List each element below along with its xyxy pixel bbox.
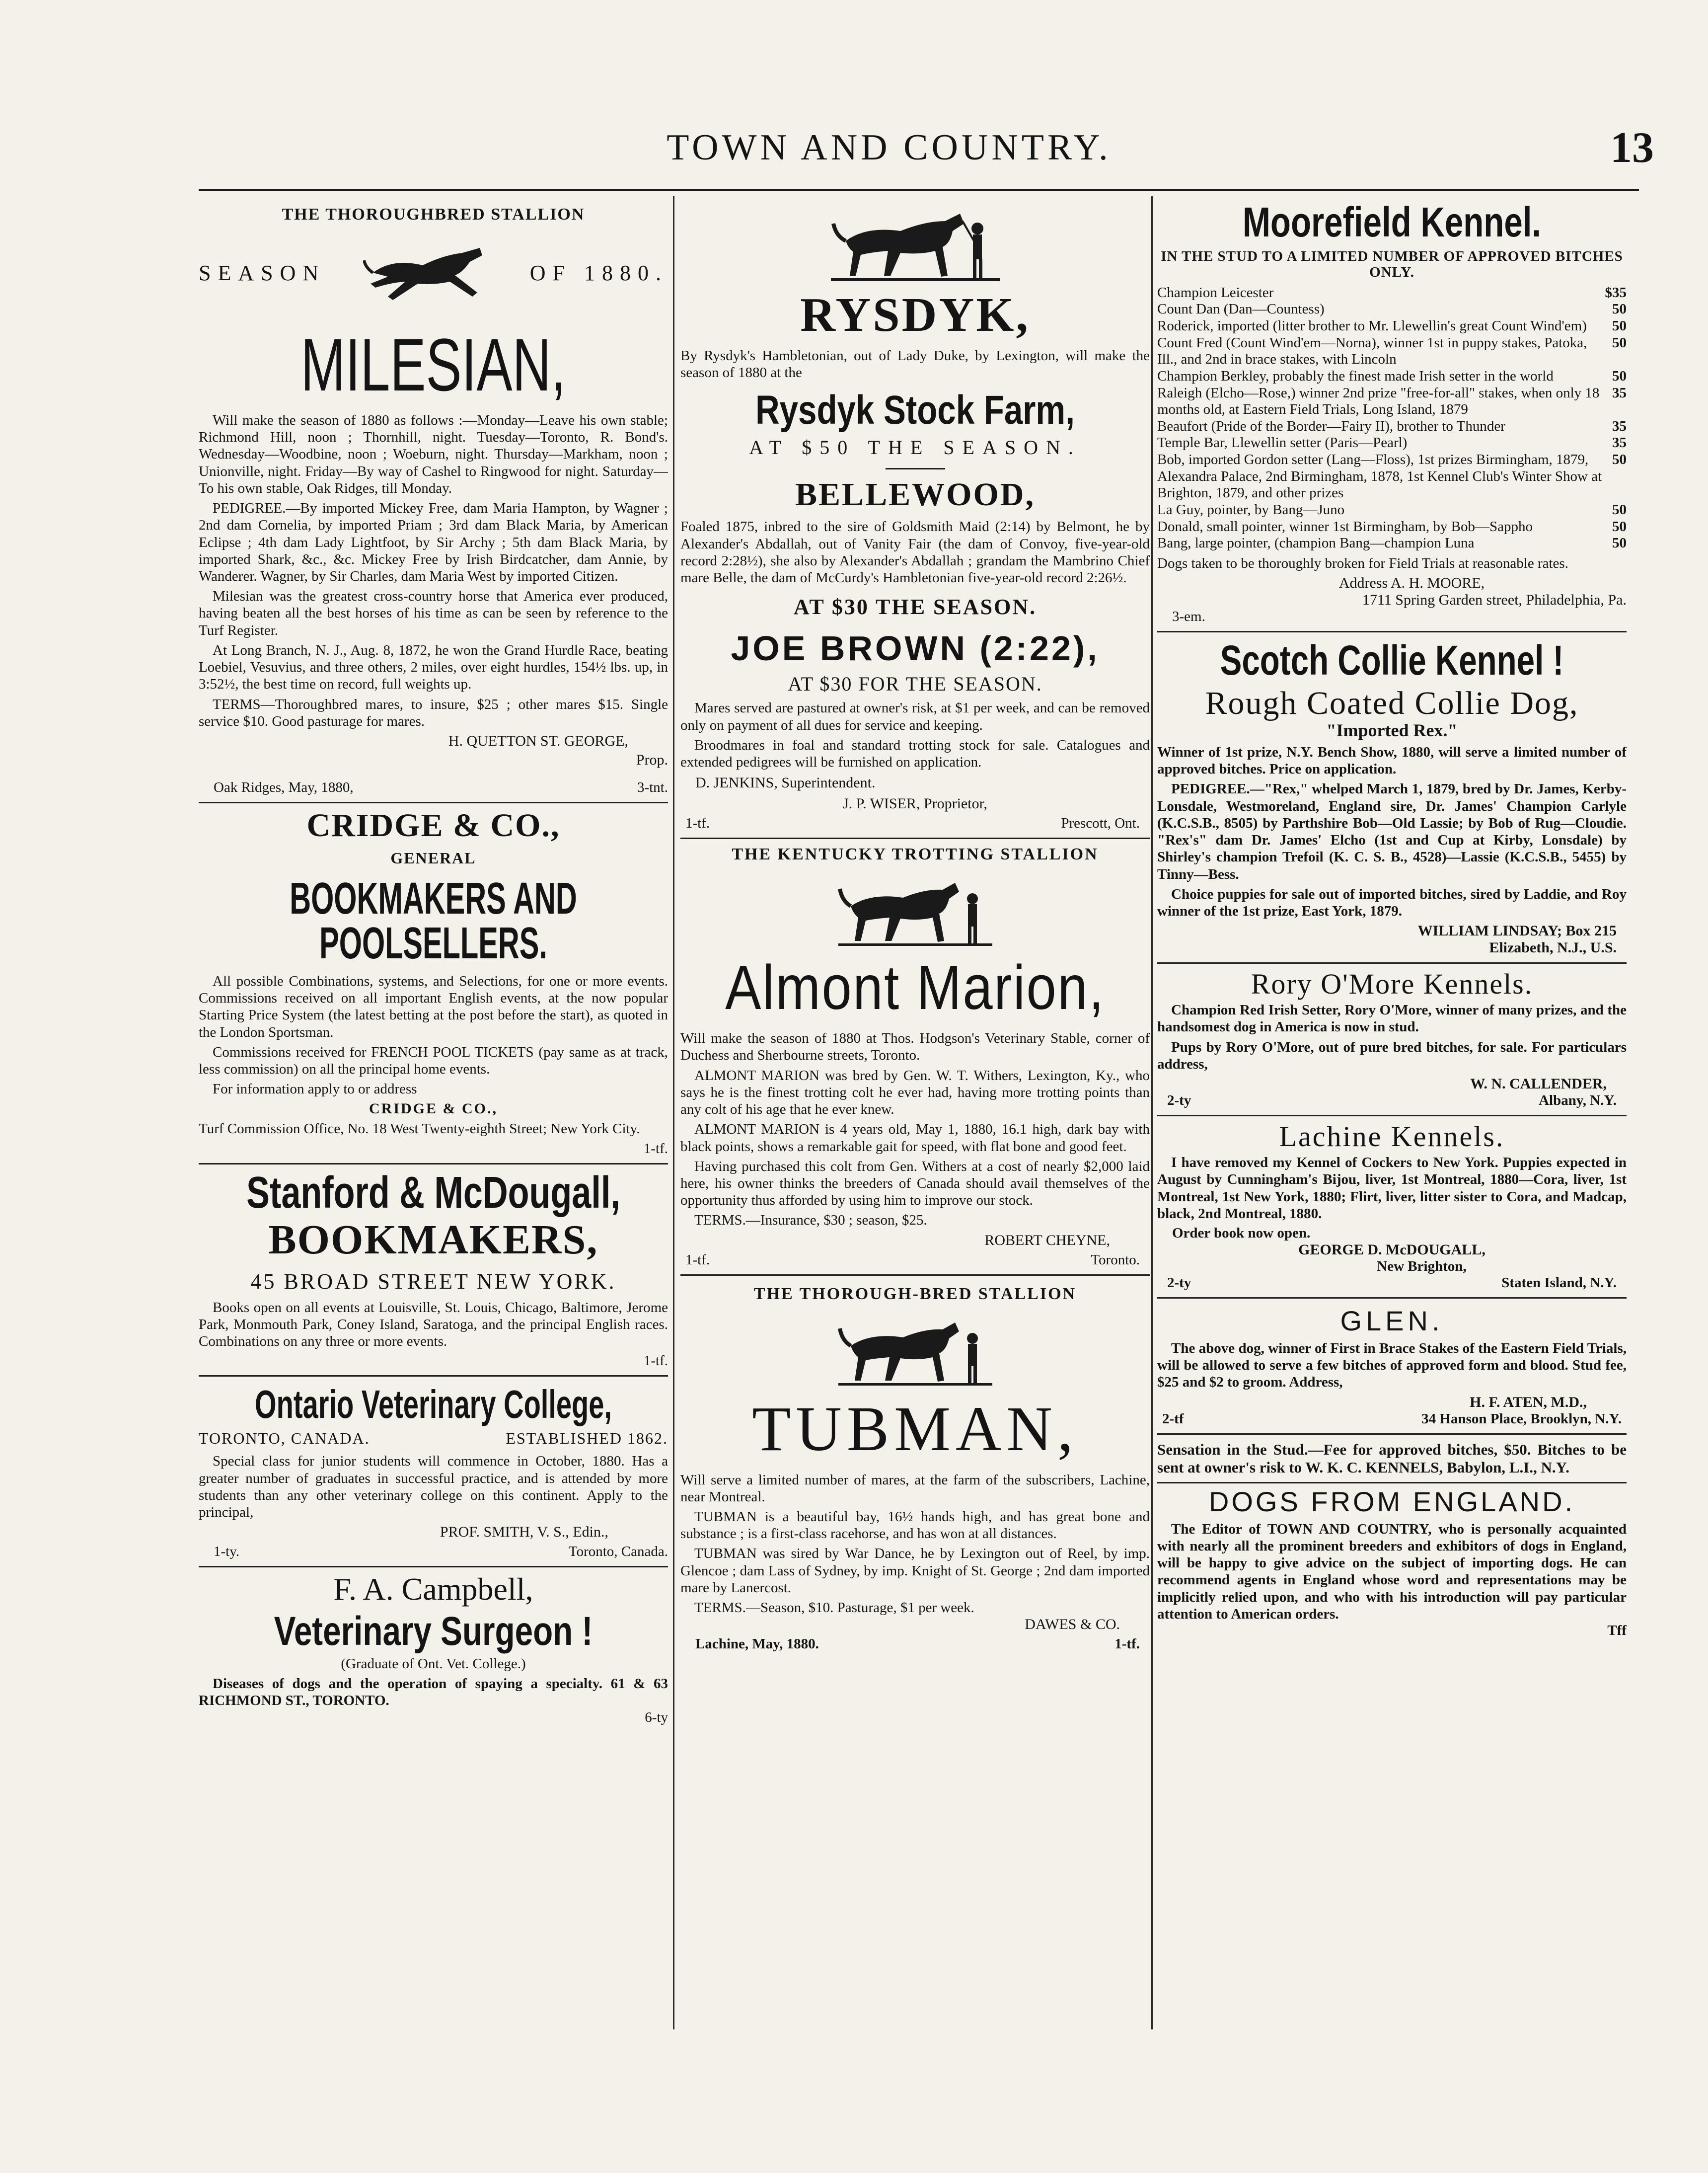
- ontario-established: ESTABLISHED 1862.: [506, 1429, 668, 1448]
- milesian-schedule: Will make the season of 1880 as follows :—Monday—Leave his own stable; Richmond Hill, noon ; Thornhill, night. Tuesday—Toronto, R. Bond's. Wednesday—Woodbine, noon ; Woeburn, night. Thursday—Markham, noon ; Unionville, night. Friday—By way of Cashel to Ringwood for night. Saturday—To his own stable, Oak Ridges, till Monday.: [199, 412, 668, 496]
- campbell-graduate: (Graduate of Ont. Vet. College.): [341, 1656, 526, 1672]
- campbell-code: 6-ty: [645, 1709, 668, 1725]
- cridge-general: GENERAL: [390, 849, 476, 867]
- milesian-code: 3-tnt.: [637, 779, 668, 795]
- glen-signature: H. F. ATEN, M.D.,: [1470, 1394, 1587, 1410]
- bellewood-season: AT $30 THE SEASON.: [793, 595, 1037, 620]
- rysdyk-name: RYSDYK,: [800, 288, 1030, 342]
- stud-dog-row: [1157, 519, 1627, 536]
- milesian-signature: H. QUETTON ST. GEORGE,: [448, 732, 628, 749]
- rysdyk-proprietor: J. P. WISER, Proprietor,: [843, 795, 987, 812]
- ad-divider: [680, 1274, 1150, 1276]
- stud-dog-row: [1157, 285, 1627, 302]
- stanford-books: Books open on all events at Louisville, St. Louis, Chicago, Baltimore, Jerome Park, Monmouth Park, Coney Island, Saratoga, and the principal English races. Combinations on any three or more events.: [199, 1299, 668, 1350]
- column-2: [680, 196, 1150, 2029]
- lachine-cockers: I have removed my Kennel of Cockers to New York. Puppies expected in August by Cunningham's Bijou, liver, 1st Montreal, 1880—Cora, liver, 1st Montreal, 1st New York, 1880; Flirt, liver, litter sister to Cora, and Madcap, black, 2nd Montreal, 1880.: [1157, 1155, 1627, 1222]
- campbell-ad: [199, 1573, 668, 1725]
- stud-dog-name: Champion Leicester: [1157, 284, 1274, 301]
- cridge-combinations: All possible Combinations, systems, and Selections, for one or more events. Commissions received on all important English events, at the now popular Starting Price System (the latest betting at the post before the start), as quoted in the London Sportsman.: [199, 973, 668, 1040]
- stud-dog-name: Bob, imported Gordon setter (Lang—Floss), 1st prizes Birmingham, 1879, Alexandra Palace, 2nd Birmingham, 1878, 1st Kennel Club's Winter Show at Brighton, 1879, and other prizes: [1157, 452, 1602, 501]
- newspaper-title: TOWN AND COUNTRY.: [667, 127, 1112, 168]
- stud-dog-fee: 50: [1612, 301, 1627, 317]
- rory-pups: Pups by Rory O'More, out of pure bred bitches, for sale. For particulars address,: [1157, 1039, 1627, 1072]
- milesian-ad: [199, 205, 668, 796]
- stud-dog-row: [1157, 301, 1627, 318]
- scotch-signature: WILLIAM LINDSAY; Box 215: [1417, 923, 1617, 939]
- almont-purchase: Having purchased this colt from Gen. Withers at a cost of nearly $2,000 laid here, his owner thinks the breeders of Canada should avail themselves of the opportunity thus afforded by using him to improve our stock.: [680, 1158, 1150, 1209]
- stud-dog-row: [1157, 535, 1627, 552]
- cridge-code: 1-tf.: [643, 1140, 668, 1157]
- milesian-terms: TERMS—Thoroughbred mares, to insure, $25 ; other mares $15. Single service $10. Good pasturage for mares.: [199, 696, 668, 729]
- joe-brown-name: JOE BROWN (2:22),: [731, 629, 1100, 668]
- tubman-top: THE THOROUGH-BRED STALLION: [753, 1284, 1077, 1303]
- almont-location: Will make the season of 1880 at Thos. Hodgson's Veterinary Stable, corner of Duchess and Sherbourne streets, Toronto.: [680, 1030, 1150, 1064]
- moorefield-subtitle: IN THE STUD TO A LIMITED NUMBER OF APPROVED BITCHES ONLY.: [1161, 248, 1623, 280]
- stud-dog-name: Temple Bar, Llewellin setter (Paris—Pearl): [1157, 435, 1408, 451]
- scotch-subtitle: Rough Coated Collie Dog,: [1205, 685, 1579, 721]
- bellewood-name: BELLEWOOD,: [795, 476, 1035, 513]
- cridge-title: BOOKMAKERS AND POOLSELLERS.: [290, 873, 577, 968]
- lachine-name: Lachine Kennels.: [1279, 1120, 1505, 1153]
- stud-dog-fee: 50: [1612, 535, 1627, 551]
- tubman-service: Will serve a limited number of mares, at the farm of the subscribers, Lachine, near Montreal.: [680, 1472, 1150, 1505]
- stud-dog-fee: 50: [1612, 518, 1627, 535]
- rory-name: Rory O'More Kennels.: [1251, 968, 1533, 1001]
- milesian-signature-title: Prop.: [636, 751, 668, 768]
- stud-dog-fee: 35: [1612, 418, 1627, 434]
- ad-divider: [1157, 1482, 1627, 1483]
- tubman-signature: DAWES & CO.: [1025, 1616, 1120, 1633]
- stud-dog-fee: $35: [1605, 284, 1627, 301]
- campbell-name: F. A. Campbell,: [333, 1571, 533, 1607]
- stud-dog-name: La Guy, pointer, by Bang—Juno: [1157, 501, 1345, 518]
- ontario-location: Toronto, Canada.: [568, 1544, 668, 1560]
- ontario-city: TORONTO, CANADA.: [199, 1429, 370, 1448]
- ad-divider: [1157, 1297, 1627, 1299]
- ad-divider: [199, 1566, 668, 1567]
- scotch-collie-ad: [1157, 639, 1627, 956]
- tubman-description: TUBMAN is a beautiful bay, 16½ hands high, and has great bone and substance ; is a first-class racehorse, and has won at all distances.: [680, 1509, 1150, 1542]
- tubman-pedigree: TUBMAN was sired by War Dance, he by Lexington out of Reel, by imp. Glencoe ; dam Lass of Sydney, by imp. Knight of St. George ; 2nd dam imported mare by Lanercost.: [680, 1546, 1150, 1596]
- rory-signature: W. N. CALLENDER,: [1470, 1076, 1607, 1092]
- stanford-name: Stanford & McDougall,: [246, 1167, 620, 1218]
- horse-with-groom-icon: [826, 201, 1005, 286]
- rory-location: Albany, N.Y.: [1539, 1092, 1617, 1109]
- glen-description: The above dog, winner of First in Brace Stakes of the Eastern Field Trials, will be allowed to serve a few bitches of approved form and blood. Stud fee, $25 and $2 to groom. Address,: [1157, 1340, 1627, 1391]
- moorefield-ad: [1157, 201, 1627, 625]
- stud-dog-name: Beaufort (Pride of the Border—Fairy II), brother to Thunder: [1157, 418, 1505, 434]
- tubman-ad: [680, 1285, 1150, 1653]
- scotch-pedigree: PEDIGREE.—"Rex," whelped March 1, 1879, bred by Dr. James, Kerby-Lonsdale, Westmoreland, England sire, Dr. James' Champion Carlyle (K.C.S.B., 8505) by Parthshire Bob—Old Lassie; by Bob of Rug—Cloudie. "Rex's" dam Dr. James' Elcho (1st and Cup at Kirby, Lonsdale) by Shirley's champion Trefoil (K. C. S. B., 4528)—Lassie (K.C.S.B., 5455) by Tinny—Bess.: [1157, 781, 1627, 882]
- tubman-code: 1-tf.: [1114, 1636, 1140, 1652]
- lachine-town: New Brighton,: [1377, 1258, 1467, 1274]
- stud-dog-name: Raleigh (Elcho—Rose,) winner 2nd prize "free-for-all" stakes, when only 18 months old, at Eastern Field Trials, Long Island, 1879: [1157, 385, 1600, 418]
- stud-dog-row: [1157, 385, 1627, 418]
- campbell-title: Veterinary Surgeon !: [274, 1609, 593, 1654]
- almont-description: ALMONT MARION is 4 years old, May 1, 1880, 16.1 high, dark bay with black points, shows a remarkable gait for speed, with flat bone and good feet.: [680, 1121, 1150, 1155]
- almont-ad: [680, 845, 1150, 1268]
- rysdyk-superintendent: D. JENKINS, Superintendent.: [695, 775, 876, 791]
- ontario-ad: [199, 1382, 668, 1560]
- moorefield-signature: Address A. H. MOORE,: [1338, 575, 1485, 591]
- stud-dog-name: Count Dan (Dan—Countess): [1157, 301, 1325, 317]
- milesian-history: Milesian was the greatest cross-country horse that America ever produced, having beaten all the best horses of his time as can be seen by reference to the Turf Register.: [199, 588, 668, 638]
- scotch-location: Elizabeth, N.J., U.S.: [1489, 939, 1617, 956]
- rysdyk-pasture-terms: Mares served are pastured at owner's risk, at $1 per week, and can be removed only on payment of all dues for service and keeping.: [680, 700, 1150, 733]
- ad-divider: [199, 1375, 668, 1377]
- short-rule: [886, 468, 945, 469]
- cridge-ad: [199, 809, 668, 1157]
- stud-dog-fee: 50: [1612, 334, 1627, 351]
- cridge-address: Turf Commission Office, No. 18 West Twenty-eighth Street; New York City.: [199, 1121, 640, 1137]
- rysdyk-farm: Rysdyk Stock Farm,: [755, 388, 1075, 433]
- stanford-code: 1-tf.: [643, 1353, 668, 1369]
- glen-name: GLEN.: [1340, 1305, 1444, 1336]
- stud-dog-fee: 35: [1612, 435, 1627, 451]
- almont-breeding: ALMONT MARION was bred by Gen. W. T. Withers, Lexington, Ky., who says he is the finest trotting colt he ever had, having more trotting points than any colt of his age that he ever knew.: [680, 1067, 1150, 1118]
- lachine-signature: GEORGE D. McDOUGALL,: [1298, 1241, 1485, 1258]
- tubman-terms: TERMS.—Season, $10. Pasturage, $1 per week.: [694, 1600, 974, 1616]
- glen-code: 2-tf: [1162, 1410, 1184, 1427]
- cridge-contact: For information apply to or address: [213, 1081, 417, 1097]
- rory-champion: Champion Red Irish Setter, Rory O'More, winner of many prizes, and the handsomest dog in America is now in stud.: [1157, 1002, 1627, 1035]
- ad-divider: [1157, 631, 1627, 632]
- stanford-address: 45 BROAD STREET NEW YORK.: [250, 1269, 616, 1294]
- stanford-ad: [199, 1167, 668, 1370]
- stud-dog-name: Bang, large pointer, (champion Bang—champion Luna: [1157, 535, 1475, 551]
- ad-divider: [199, 802, 668, 803]
- campbell-specialty: Diseases of dogs and the operation of spaying a specialty. 61 & 63 RICHMOND ST., TORONTO.: [199, 1676, 668, 1709]
- lachine-ad: [1157, 1122, 1627, 1291]
- ontario-code: 1-ty.: [214, 1544, 240, 1560]
- stud-dog-fee: 50: [1612, 452, 1627, 468]
- horse-with-groom-icon: [836, 1309, 995, 1388]
- rysdyk-location: Prescott, Ont.: [1061, 815, 1140, 832]
- glen-location: 34 Hanson Place, Brooklyn, N.Y.: [1421, 1410, 1622, 1427]
- milesian-top: THE THOROUGHBRED STALLION: [282, 205, 585, 224]
- page-header: [199, 124, 1654, 181]
- ad-divider: [1157, 962, 1627, 964]
- stud-dog-row: [1157, 452, 1627, 502]
- cridge-signature: CRIDGE & CO.,: [369, 1100, 498, 1117]
- stanford-title: BOOKMAKERS,: [268, 1216, 598, 1263]
- stud-dog-name: Donald, small pointer, winner 1st Birmingham, by Bob—Sappho: [1157, 518, 1533, 535]
- column-divider: [1151, 196, 1153, 2029]
- ontario-name: Ontario Veterinary College,: [255, 1382, 612, 1427]
- joe-brown-season: AT $30 FOR THE SEASON.: [788, 673, 1042, 696]
- rysdyk-ad: [680, 201, 1150, 832]
- rory-code: 2-ty: [1167, 1092, 1191, 1109]
- cridge-name: CRIDGE & CO.,: [306, 807, 560, 844]
- moorefield-address: 1711 Spring Garden street, Philadelphia, Pa.: [1362, 592, 1627, 608]
- lachine-code: 2-ty: [1167, 1274, 1191, 1291]
- milesian-season-right: OF 1880.: [529, 260, 668, 285]
- scotch-puppies: Choice puppies for sale out of imported bitches, sired by Laddie, and Roy winner of the 1st prize, East York, 1879.: [1157, 886, 1627, 919]
- stud-dog-fee: 50: [1612, 501, 1627, 518]
- stud-dog-row: [1157, 318, 1627, 335]
- dogs-england-text: The Editor of TOWN AND COUNTRY, who is personally acquainted with nearly all the prominent breeders and exhibitors of dogs in England, will be happy to give advice on the subject of importing dogs. He can recommend agents in England whose word and representations may be implicitly relied upon, and who with his introduction will pay particular attention to American orders.: [1157, 1521, 1627, 1622]
- glen-ad: [1157, 1305, 1627, 1427]
- stud-dog-fee: 50: [1612, 368, 1627, 384]
- lachine-order: Order book now open.: [1172, 1225, 1311, 1241]
- almont-code: 1-tf.: [685, 1251, 710, 1268]
- dogs-england-ad: [1157, 1485, 1627, 1639]
- stud-dog-row: [1157, 418, 1627, 435]
- stud-dog-row: [1157, 335, 1627, 368]
- milesian-pedigree: PEDIGREE.—By imported Mickey Free, dam Maria Hampton, by Wagner ; 2nd dam Cornelia, by imported Priam ; 3rd dam Black Maria, by American Eclipse ; 4th dam Lady Lightfoot, by Sir Archy ; 5th dam Black Maria, by imported Shark, &c., &c. Mickey Free by Irish Birdcatcher, dam Annie, by Wanderer. Wagner, by Sir Charles, dam Maria West by imported Citizen.: [199, 500, 668, 584]
- almont-terms: TERMS.—Insurance, $30 ; season, $25.: [694, 1212, 927, 1229]
- running-horse-icon: [363, 238, 492, 308]
- ontario-signature: PROF. SMITH, V. S., Edin.,: [440, 1524, 608, 1541]
- dogs-england-name: DOGS FROM ENGLAND.: [1208, 1485, 1575, 1517]
- ad-divider: [1157, 1433, 1627, 1435]
- stud-dog-list: [1157, 285, 1627, 552]
- page-number: 13: [1610, 124, 1654, 172]
- milesian-season-left: SEASON: [199, 260, 326, 285]
- lachine-location: Staten Island, N.Y.: [1501, 1274, 1617, 1291]
- header-rule: [199, 189, 1639, 191]
- rysdyk-stock-sale: Broodmares in foal and standard trotting stock for sale. Catalogues and extended pedigrees will be furnished on application.: [680, 737, 1150, 770]
- scotch-winner: Winner of 1st prize, N.Y. Bench Show, 1880, will serve a limited number of approved bitches. Price on application.: [1157, 744, 1627, 777]
- almont-signature: ROBERT CHEYNE,: [984, 1232, 1110, 1248]
- ad-divider: [680, 838, 1150, 839]
- column-1: [199, 196, 668, 2029]
- rysdyk-pedigree: By Rysdyk's Hambletonian, out of Lady Duke, by Lexington, will make the season of 1880 at the: [680, 348, 1150, 381]
- milesian-record: At Long Branch, N. J., Aug. 8, 1872, he won the Grand Hurdle Race, beating Loebiel, Vesuvius, and three others, 2 miles, over eight hurdles, 154½ lbs. up, in 3:52½, the best time on record, full weights up.: [199, 642, 668, 693]
- sensation-text: Sensation in the Stud.—Fee for approved bitches, $50. Bitches to be sent at owner's risk to W. K. C. KENNELS, Babylon, L.I., N.Y.: [1157, 1440, 1627, 1476]
- stud-dog-row: [1157, 368, 1627, 385]
- stud-dog-name: Champion Berkley, probably the finest made Irish setter in the world: [1157, 368, 1554, 384]
- column-3: [1157, 196, 1627, 2029]
- moorefield-code: 3-em.: [1172, 609, 1205, 624]
- column-divider: [673, 196, 674, 2029]
- stud-dog-row: [1157, 502, 1627, 519]
- tubman-name: TUBMAN,: [752, 1393, 1078, 1464]
- milesian-dateline: Oak Ridges, May, 1880,: [214, 779, 354, 795]
- sensation-ad: [1157, 1441, 1627, 1477]
- moorefield-name: Moorefield Kennel.: [1242, 199, 1542, 245]
- scotch-name: Scotch Collie Kennel !: [1220, 637, 1564, 684]
- tubman-dateline: Lachine, May, 1880.: [695, 1636, 819, 1652]
- bellewood-pedigree: Foaled 1875, inbred to the sire of Goldsmith Maid (2:14) by Belmont, he by Alexander's Abdallah, out of Vanity Fair (the dam of Convoy, five-year-old record 2:28½), she also by Alexander's Abdallah ; grandam the Mambrino Chief mare Belle, the dam of McCurdy's Hambletonian five-year-old record 2:26½.: [680, 519, 1150, 586]
- dogs-england-code: Tff: [1607, 1623, 1627, 1639]
- rysdyk-season: AT $50 THE SEASON.: [749, 436, 1081, 459]
- cridge-commissions: Commissions received for FRENCH POOL TICKETS (pay same as at track, less commission) on all the principal home events.: [199, 1044, 668, 1078]
- stud-dog-fee: 35: [1612, 385, 1627, 401]
- almont-top: THE KENTUCKY TROTTING STALLION: [732, 845, 1099, 864]
- milesian-name: MILESIAN,: [300, 323, 566, 406]
- ad-divider: [199, 1163, 668, 1164]
- rysdyk-code: 1-tf.: [685, 815, 710, 832]
- scotch-rex: "Imported Rex.": [1326, 720, 1458, 740]
- almont-city: Toronto.: [1091, 1251, 1140, 1268]
- horse-with-groom-icon: [836, 869, 995, 948]
- moorefield-training: Dogs taken to be thoroughly broken for Field Trials at reasonable rates.: [1157, 555, 1568, 571]
- stud-dog-row: [1157, 435, 1627, 452]
- ontario-description: Special class for junior students will commence in October, 1880. Has a greater number of graduates in successful practice, and is attended by more students than any other veterinary college on this continent. Apply to the principal,: [199, 1453, 668, 1520]
- rory-ad: [1157, 970, 1627, 1109]
- almont-name: Almont Marion,: [725, 952, 1105, 1023]
- stud-dog-fee: 50: [1612, 318, 1627, 334]
- stud-dog-name: Count Fred (Count Wind'em—Norna), winner 1st in puppy stakes, Patoka, Ill., and 2nd in brace stakes, with Lincoln: [1157, 334, 1587, 368]
- stud-dog-name: Roderick, imported (litter brother to Mr. Llewellin's great Count Wind'em): [1157, 318, 1587, 334]
- ad-divider: [1157, 1115, 1627, 1116]
